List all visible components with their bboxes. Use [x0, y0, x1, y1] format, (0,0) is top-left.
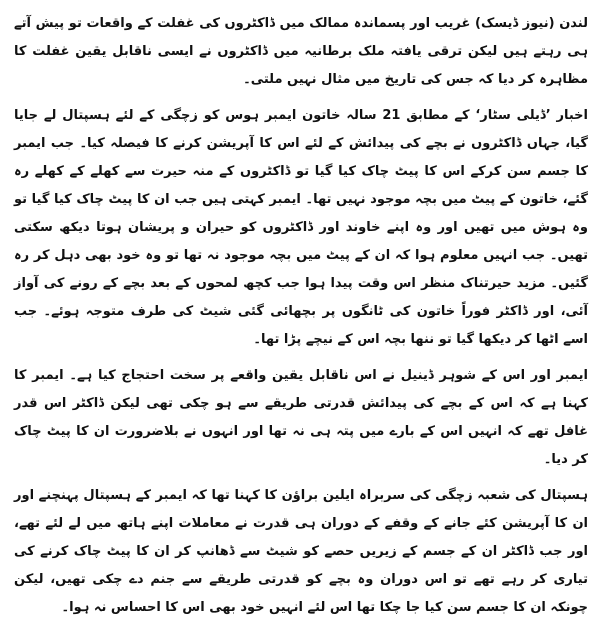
article-paragraph-3: ایمبر اور اس کے شوہر ڈینیل نے اس ناقابل یقین واقعے پر سخت احتجاج کیا ہے۔ ایمبر کا کہنا ہے کہ اس کے بچے کی پیدائش قدرتی طریقے سے ہو چکی تھی لیکن ڈاکٹر اس قدر غافل تھے کہ انہیں اس کے بارے میں پتہ ہی نہ تھا اور انہوں نے بلاضرورت ان کا پیٹ چاک کر دیا۔ — [14, 368, 588, 467]
article-paragraph-1: لندن (نیوز ڈیسک) غریب اور پسماندہ ممالک میں ڈاکٹروں کی غفلت کے واقعات تو پیش آتے ہی رہتے ہیں لیکن ترقی یافتہ ملک برطانیہ میں ڈاکٹروں نے ایسی ناقابل یقین غفلت کا مظاہرہ کر دیا کہ جس کی تاریخ میں مثال نہیں ملتی۔ — [14, 16, 588, 87]
news-article — [14, 10, 588, 622]
article-paragraph-4: ہسپتال کی شعبہ زچگی کی سربراہ ایلین براؤن کا کہنا تھا کہ ایمبر کے ہسپتال پہنچنے اور ان کا آپریشن کئے جانے کے وقفے کے دوران ہی قدرت نے معاملات اپنے ہاتھ میں لے لئے تھے، اور جب ڈاکٹر ان کے جسم کے زیریں حصے کو شیٹ سے ڈھانپ کر ان کا پیٹ چاک کرنے کی تیاری کر رہے تھے تو اس دوران وہ بچے کو قدرتی طریقے سے جنم دے چکی تھیں، لیکن چونکہ ان کا جسم سن کیا جا چکا تھا اس لئے انہیں خود بھی اس کا احساس نہ ہوا۔ — [14, 488, 588, 615]
article-paragraph-2: اخبار ’ڈیلی سٹار‘ کے مطابق 21 سالہ خاتون ایمبر ہوس کو زچگی کے لئے ہسپتال لے جایا گیا، جہاں ڈاکٹروں نے بچے کی پیدائش کے لئے اس کا آپریشن کرنے کا فیصلہ کیا۔ جب ایمبر کا جسم سن کرکے اس کا پیٹ چاک کیا گیا تو ڈاکٹروں کے منہ حیرت سے کھلے کے کھلے رہ گئے، خاتون کے پیٹ میں بچہ موجود نہیں تھا۔ ایمبر کہتی ہیں جب ان کا پیٹ چاک کیا گیا تو وہ ہوش میں تھیں اور وہ اپنے خاوند اور ڈاکٹروں کو حیران و پریشان ہوتا دیکھ سکتی تھیں۔ جب انہیں معلوم ہوا کہ ان کے پیٹ میں بچہ موجود نہ تھا تو وہ خود بھی دہل کر رہ گئیں۔ مزید حیرتناک منظر اس وقت پیدا ہوا جب کچھ لمحوں کے بعد بچے کے رونے کی آواز آئی، اور ڈاکٹر فوراً خاتون کی ٹانگوں پر بچھائی گئی شیٹ کی طرف متوجہ ہوئے۔ جب اسے اٹھا کر دیکھا گیا تو ننھا بچہ اس کے نیچے پڑا تھا۔ — [14, 108, 588, 347]
